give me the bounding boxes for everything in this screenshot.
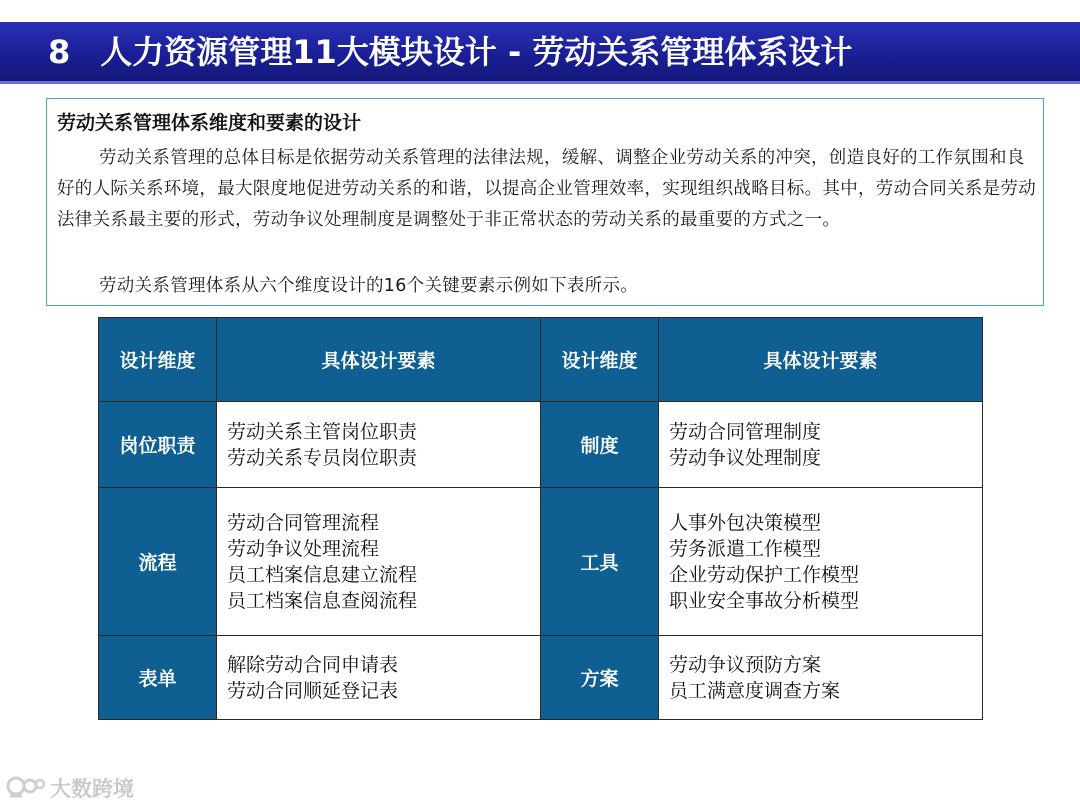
element-item: 员工档案信息建立流程 [227, 563, 418, 586]
dashuju-logo-icon [6, 774, 46, 802]
element-item: 劳动争议处理流程 [227, 537, 380, 560]
header-cell: 具体设计要素 [659, 318, 983, 402]
element-item: 劳务派遣工作模型 [669, 537, 822, 560]
elements-cell [217, 488, 541, 636]
header-cell: 具体设计要素 [217, 318, 541, 402]
element-item: 劳动合同管理流程 [227, 511, 380, 534]
title-bar [0, 22, 1080, 84]
title-label: 人力资源管理11大模块设计 - 劳动关系管理体系设计 [100, 33, 853, 71]
watermark [6, 772, 134, 804]
dimension-cell: 表单 [99, 636, 217, 720]
watermark-text: 大数跨境 [50, 777, 134, 801]
dimension-cell: 岗位职责 [99, 402, 217, 488]
table-row [99, 636, 983, 720]
element-item: 劳动争议处理制度 [669, 446, 822, 469]
dimension-cell: 工具 [541, 488, 659, 636]
dimension-cell: 流程 [99, 488, 217, 636]
element-item: 企业劳动保护工作模型 [669, 563, 860, 586]
element-item: 职业安全事故分析模型 [669, 589, 860, 612]
intro-box [46, 98, 1044, 306]
table-row [99, 402, 983, 488]
page-title [48, 30, 852, 74]
element-item: 劳动关系主管岗位职责 [227, 420, 418, 443]
header-cell: 设计维度 [99, 318, 217, 402]
intro-paragraph-2: 劳动关系管理体系从六个维度设计的16个关键要素示例如下表所示。 [99, 276, 639, 296]
element-item: 员工满意度调查方案 [669, 679, 841, 702]
element-item: 劳动合同管理制度 [669, 420, 822, 443]
design-elements-table [98, 317, 983, 720]
intro-paragraph-1: 劳动关系管理的总体目标是依据劳动关系管理的法律法规，缓解、调整企业劳动关系的冲突，创造良好的工作氛围和良好的人际关系环境，最大限度地促进劳动关系的和谐，以提高企业管理效率，实现组织战略目标。其中，劳动合同关系是劳动法律关系最主要的形式，劳动争议处理制度是调整处于非正常状态的劳动关系的最重要的方式之一。 [57, 148, 1036, 230]
dimension-cell: 方案 [541, 636, 659, 720]
element-item: 人事外包决策模型 [669, 511, 822, 534]
element-item: 劳动合同顺延登记表 [227, 679, 399, 702]
dimension-cell: 制度 [541, 402, 659, 488]
element-item: 劳动争议预防方案 [669, 653, 822, 676]
element-item: 解除劳动合同申请表 [227, 653, 399, 676]
elements-cell [659, 488, 983, 636]
element-item: 员工档案信息查阅流程 [227, 589, 418, 612]
elements-cell [217, 402, 541, 488]
header-cell: 设计维度 [541, 318, 659, 402]
elements-cell [659, 402, 983, 488]
elements-cell [217, 636, 541, 720]
table-row [99, 488, 983, 636]
element-item: 劳动关系专员岗位职责 [227, 446, 418, 469]
section-number: 8 [48, 33, 71, 71]
elements-cell [659, 636, 983, 720]
intro-heading: 劳动关系管理体系维度和要素的设计 [57, 112, 362, 134]
table-header-row [99, 318, 983, 402]
